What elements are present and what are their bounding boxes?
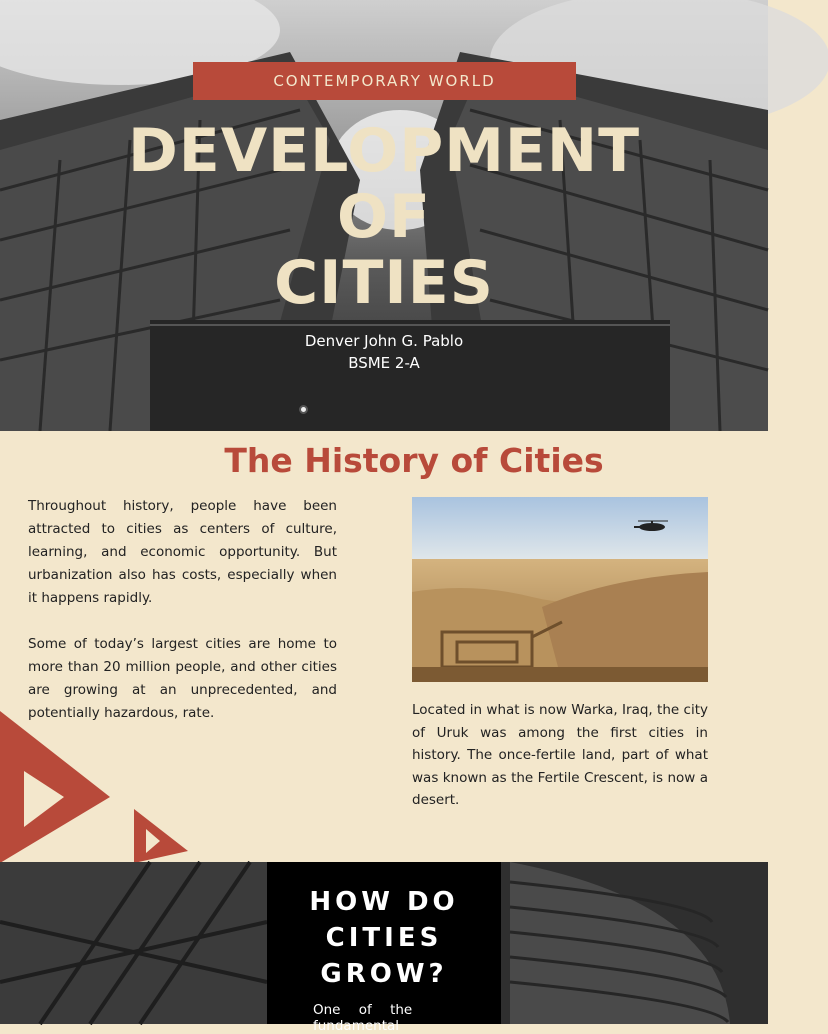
indicator-dot-icon — [299, 405, 308, 414]
grow-title-box — [267, 862, 501, 1034]
cover-title-line: DEVELOPMENT — [127, 116, 641, 186]
small-triangle-shape — [134, 809, 188, 863]
grow-heading — [267, 884, 501, 992]
history-section — [0, 431, 768, 862]
uruk-desert-photo — [412, 497, 708, 682]
author-section: BSME 2-A — [348, 354, 420, 372]
cover-title — [0, 118, 768, 316]
large-triangle-shape — [0, 711, 110, 863]
triangle-arrows-decoration — [0, 701, 200, 863]
grow-heading-line: CITIES — [325, 923, 443, 953]
cover-title-line: OF — [337, 182, 431, 252]
history-heading: The History of Cities — [224, 441, 604, 480]
subject-badge: CONTEMPORARY WORLD — [193, 62, 576, 100]
hero-cover — [0, 0, 768, 431]
author-block — [0, 330, 768, 374]
grow-intro-text: One of the fundamental — [313, 1002, 413, 1034]
cover-title-line: CITIES — [274, 248, 494, 318]
history-paragraph: Throughout history, people have been attracted to cities as centers of culture, learning, and economic opportunity. But urbanization also has costs, especially when it happens rapidly. — [28, 498, 337, 606]
author-name: Denver John G. Pablo — [304, 332, 464, 350]
photo-caption: Located in what is now Warka, Iraq, the city of Uruk was among the first cities in history. The once-fertile land, part of what was known as the Fertile Crescent, is now a desert. — [412, 702, 708, 808]
uruk-photo-image — [412, 497, 708, 682]
history-paragraph: Some of today’s largest cities are home to more than 20 million people, and other cities are growing at an unprecedented, and potentially hazardous, rate. — [28, 636, 337, 721]
grow-heading-line: GROW? — [320, 959, 448, 989]
grow-heading-line: HOW DO — [309, 887, 459, 917]
how-cities-grow-section — [0, 862, 768, 1034]
